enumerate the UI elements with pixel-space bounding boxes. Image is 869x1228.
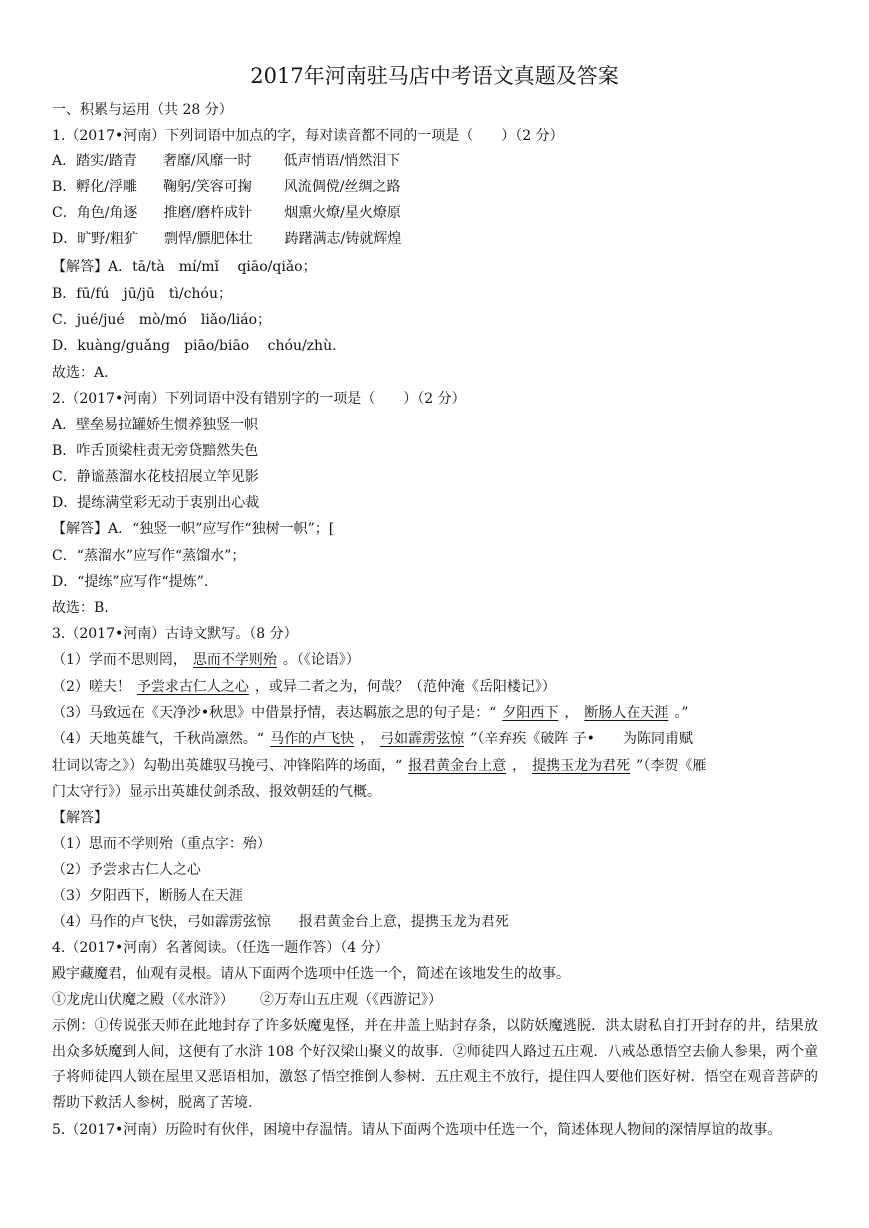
question-1-stem: 1.（2017•河南）下列词语中加点的字，每对读音都不同的一项是（ ）（2 分） (52, 128, 564, 144)
q3-line-3-post: 。” (674, 705, 689, 721)
q4-option-2: ②万寿山五庄观（《西游记》） (260, 992, 442, 1008)
q2-option-d: D．提练满堂彩无动于衷别出心裁 (52, 495, 260, 511)
q3-line-3 (52, 704, 689, 722)
q3-answer-2: （2）予尝求古仁人之心 (52, 862, 201, 878)
q1-option-b-part2: 鞠躬/笑容可掬 (163, 179, 252, 195)
q2-option-b: B．咋舌顶梁柱责无旁贷黯然失色 (52, 443, 259, 459)
q1-answer-b: B．fū/fú jū/jū tì/chóu； (52, 286, 232, 302)
q3-line-4-mid: ， (360, 731, 375, 747)
q1-option-a-part1: A．踏实/踏青 (52, 153, 137, 169)
q3-blank-4b: 弓如霹雳弦惊 (380, 731, 465, 747)
q1-option-b-part1: B．孵化/浮雕 (52, 179, 138, 195)
q1-option-c (52, 204, 401, 222)
q2-answer-d: D．“提练”应写作“提炼”. (52, 574, 209, 590)
q3-line-4 (52, 730, 693, 748)
q1-option-d-part3: 踌躇满志/铸就辉煌 (284, 231, 402, 247)
q1-option-d-part2: 剽悍/膘肥体壮 (163, 231, 253, 247)
q4-intro: 殿宇藏魔君，仙观有灵根。请从下面两个选项中任选一个，简述在该地发生的故事。 (52, 966, 570, 982)
q3-blank-5a: 报君黄金台上意 (408, 758, 507, 774)
q1-option-b-part3: 风流倜傥/丝绸之路 (283, 179, 401, 195)
q1-answer-d: D．kuàng/guǎng piāo/biāo chóu/zhù. (52, 338, 337, 354)
q3-line-2-post: ，或异二者之为，何哉？（范仲淹《岳阳楼记》） (254, 679, 556, 695)
page-title: 2017年河南驻马店中考语文真题及答案 (250, 64, 619, 88)
q3-line-1-post: 。（《论语》） (282, 652, 360, 668)
q1-option-a (52, 152, 400, 170)
q3-line-4-post: ”（辛弃疾《破阵 子• 为陈同甫赋 (470, 731, 693, 747)
q3-blank-4a: 马作的卢飞快 (270, 731, 355, 747)
q3-line-5-pre: 壮词以寄之》）勾勒出英雄驭马挽弓、冲锋陷阵的场面，“ (52, 758, 403, 774)
q1-answer-c: C．jué/jué mò/mó liǎo/liáo； (52, 312, 272, 328)
q3-line-5-mid: ， (512, 758, 527, 774)
q3-blank-3a: 夕阳西下 (502, 705, 559, 721)
q2-option-a: A．壁垒易拉罐娇生惯养独竖一帜 (52, 417, 259, 433)
q3-blank-3b: 断肠人在天涯 (584, 705, 669, 721)
q3-answer-1: （1）思而不学则殆（重点字：殆） (52, 836, 271, 852)
question-2-stem: 2.（2017•河南）下列词语中没有错别字的一项是（ ）（2 分） (52, 391, 466, 407)
q3-line-6: 门太守行》）显示出英雄仗剑杀敌、报效朝廷的气概。 (52, 784, 381, 800)
q1-option-a-part2: 奢靡/风靡一时 (162, 153, 252, 169)
q4-options (52, 991, 442, 1009)
q3-line-3-pre: （3）马致远在《天净沙•秋思》中借景抒情，表达羁旅之思的句子是：“ (52, 705, 497, 721)
q1-option-c-part3: 烟熏火燎/星火燎原 (284, 205, 401, 221)
q3-blank-5b: 提携玉龙为君死 (532, 758, 631, 774)
q3-line-4-pre: （4）天地英雄气，千秋尚凛然。“ (52, 731, 265, 747)
q4-example: 示例：①传说张天师在此地封存了许多妖魔鬼怪，并在井盖上贴封存条，以防妖魔逃脱．洪太尉私自打开封存的井，结果放出众多妖魔到人间，这便有了水浒 108 个好汉梁山聚义的故事．②师徒四人路过五庄观．八戒怂恿悟空去偷人参果，两个童子将师徒四人锁在屋里又恶语相加，激怒了悟空推倒人参树．五庄观主不放行，提住四人要他们医好树．悟空在观音菩萨的帮助下救活人参树，脱离了苦境. (52, 1018, 818, 1111)
q3-answer-3: （3）夕阳西下，断肠人在天涯 (52, 888, 243, 904)
question-5-stem: 5.（2017•河南）历险时有伙伴，困境中存温情。请从下面两个选项中任选一个，简述体现人物间的深情厚谊的故事。 (52, 1122, 782, 1138)
q2-answer-c: C．“蒸溜水”应写作“蒸馏水”； (52, 548, 246, 564)
q3-blank-2: 予尝求古仁人之心 (136, 679, 249, 695)
section-heading: 一、积累与运用（共 28 分） (52, 102, 233, 118)
q3-line-1-pre: （1）学而不思则罔， (52, 652, 187, 668)
q1-answer: 【解答】A．tā/tà mí/mǐ qiāo/qiǎo； (52, 259, 317, 275)
q3-line-5-post: ”（李贺《雁 (636, 758, 707, 774)
q1-option-c-part1: C．角色/角逐 (52, 205, 138, 221)
q3-line-5 (52, 757, 706, 775)
q2-answer: 【解答】A．“独竖一帜”应写作“独树一帜”；[ (52, 521, 335, 537)
question-4-stem: 4.（2017•河南）名著阅读。（任选一题作答）（4 分） (52, 940, 389, 956)
q1-choice: 故选：A. (52, 365, 109, 381)
q1-option-b (52, 178, 400, 196)
q3-line-3-mid: ， (564, 705, 579, 721)
q3-line-1 (52, 651, 360, 669)
q1-option-c-part2: 推磨/磨杵成针 (163, 205, 253, 221)
q3-blank-1: 思而不学则殆 (192, 652, 277, 668)
q3-answer-heading: 【解答】 (52, 810, 108, 826)
q4-option-1: ①龙虎山伏魔之殿（《水浒》） (52, 992, 234, 1008)
q2-option-c: C．静谧蒸溜水花枝招展立竿见影 (52, 469, 259, 485)
q1-option-d (52, 230, 401, 248)
q3-line-2-pre: （2）嗟夫！ (52, 679, 131, 695)
q3-answer-4: （4）马作的卢飞快，弓如霹雳弦惊 报君黄金台上意，提携玉龙为君死 (52, 914, 509, 930)
q2-choice: 故选：B. (52, 600, 109, 616)
q1-option-a-part3: 低声悄语/悄然泪下 (283, 153, 401, 169)
q3-line-2 (52, 678, 556, 696)
question-3-stem: 3.（2017•河南）古诗文默写。（8 分） (52, 626, 298, 642)
q1-option-d-part1: D．旷野/粗犷 (52, 231, 138, 247)
